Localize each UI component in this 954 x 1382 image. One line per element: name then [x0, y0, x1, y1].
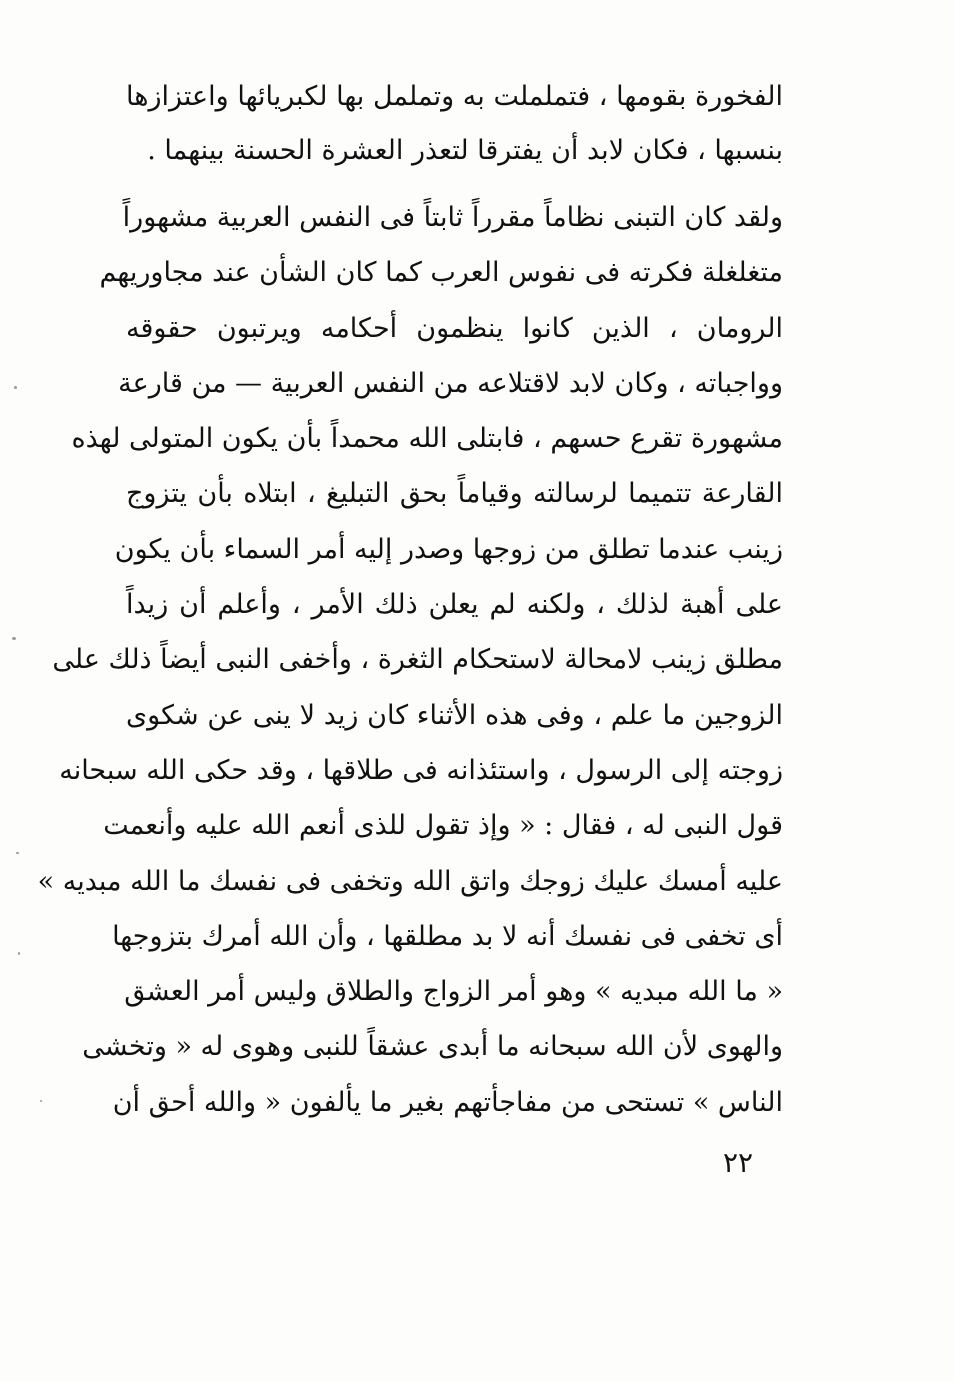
text-line: الناس » تستحى من مفاجأتهم بغير ما يألفون « والله أحق أن [112, 1086, 783, 1118]
text-line: زوجته إلى الرسول ، واستئذانه فى طلاقها ، وقد حكى الله سبحانه [59, 754, 783, 786]
text-line: مشهورة تقرع حسهم ، فابتلى الله محمداً بأن يكون المتولى لهذه [71, 423, 783, 455]
text-line: « ما الله مبديه » وهو أمر الزواج والطلاق وليس أمر العشق [124, 976, 783, 1008]
scan-speck [12, 637, 16, 640]
text-line: متغلغلة فكرته فى نفوس العرب كما كان الشأن عند مجاوريهم [99, 257, 783, 289]
text-line: ولقد كان التبنى نظاماً مقرراً ثابتاً فى النفس العربية مشهوراً [122, 202, 783, 233]
text-line: على أهبة لذلك ، ولكنه لم يعلن ذلك الأمر ، وأعلم أن زيداً [126, 589, 783, 621]
paragraph-1 [126, 70, 783, 178]
text-line: عليه أمسك عليك زوجك واتق الله وتخفى فى نفسك ما الله مبديه » [37, 865, 783, 897]
scan-speck [18, 952, 20, 955]
text-line: الفخورة بقومها ، فتململت به وتململ بها لكبريائها واعتزازها [126, 81, 783, 112]
text-line: وواجباته ، وكان لابد لاقتلاعه من النفس العربية — من قارعة [118, 367, 783, 399]
text-line: مطلق زينب لامحالة لاستحكام الثغرة ، وأخفى النبى أيضاً ذلك على [52, 644, 783, 676]
text-line: الزوجين ما علم ، وفى هذه الأثناء كان زيد لا ينى عن شكوى [126, 699, 783, 731]
scan-speck [16, 852, 19, 854]
text-line: القارعة تتميما لرسالته وقياماً بحق التبليغ ، ابتلاه بأن يتزوج [126, 478, 783, 510]
text-line: الرومان ، الذين كانوا ينظمون أحكامه ويرتبون حقوقه [126, 312, 783, 344]
text-line: قول النبى له ، فقال : « وإذ تقول للذى أنعم الله عليه وأنعمت [103, 810, 783, 842]
text-line: بنسبها ، فكان لابد أن يفترقا لتعذر العشرة الحسنة بينهما . [147, 135, 783, 166]
scan-speck [40, 1100, 42, 1102]
text-line: زينب عندما تطلق من زوجها وصدر إليه أمر السماء بأن يكون [114, 533, 783, 565]
text-line: والهوى لأن الله سبحانه ما أبدى عشقاً للنبى وهوى له « وتخشى [82, 1031, 783, 1063]
page-number: ٢٢ [722, 1146, 754, 1179]
text-line: أى تخفى فى نفسك أنه لا بد مطلقها ، وأن الله أمرك بتزوجها [112, 920, 783, 952]
scan-speck [14, 386, 17, 389]
paragraph-2 [37, 190, 783, 1130]
